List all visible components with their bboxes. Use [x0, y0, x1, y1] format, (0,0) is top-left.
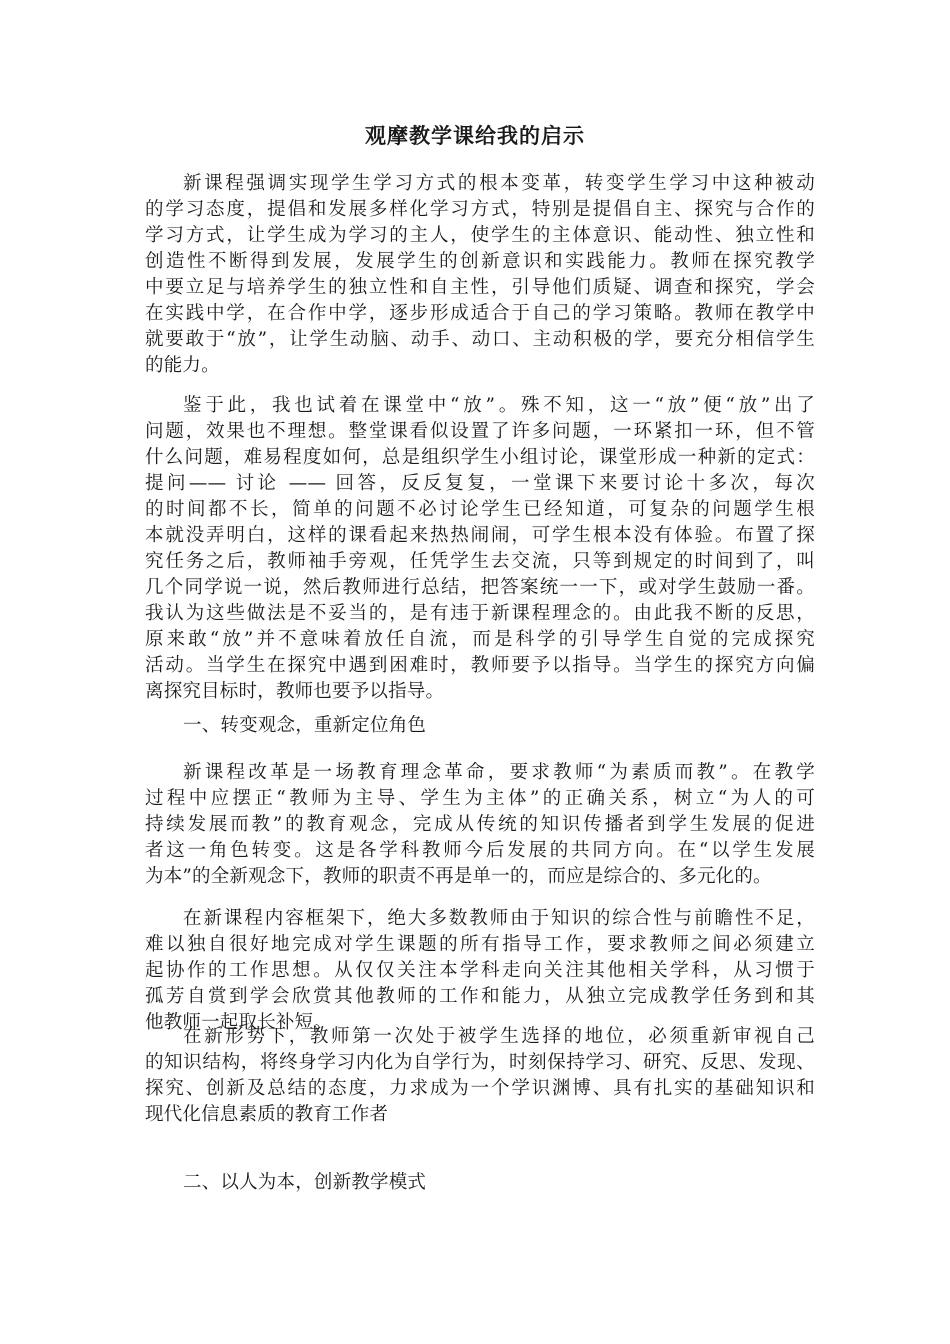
paragraph-line: 鉴于此，我也试着在课堂中“放”。殊不知，这一“放”便“放”出了 — [183, 395, 815, 416]
paragraph-line: 离探究目标时，教师也要予以指导。 — [145, 681, 445, 702]
paragraph-line: 持续发展而教”的教育观念，完成从传统的知识传播者到学生发展的促进 — [145, 814, 815, 835]
heading-text: 一、转变观念，重新定位角色 — [183, 715, 427, 736]
paragraph-line: 问题，效果也不理想。整堂课看似设置了许多问题，一环紧扣一环，但不管 — [145, 421, 815, 442]
paragraph-line: 孤芳自赏到学会欣赏其他教师的工作和能力，从独立完成教学任务到和其 — [145, 986, 815, 1007]
paragraph-line: 探究、创新及总结的态度，力求成为一个学识渊博、具有扎实的基础知识和 — [145, 1078, 815, 1099]
paragraph-line: 本就没弄明白，这样的课看起来热热闹闹，可学生根本没有体验。布置了探 — [145, 525, 815, 546]
paragraph-line: 在实践中学，在合作中学，逐步形成适合于自己的学习策略。教师在教学中 — [145, 303, 815, 324]
paragraph-line: 在新课程内容框架下，绝大多数教师由于知识的综合性与前瞻性不足， — [183, 908, 815, 929]
paragraph-line: 的能力。 — [145, 355, 220, 376]
paragraph-line: 提问—— 讨论 —— 回答，反反复复，一堂课下来要讨论十多次，每次 — [145, 473, 815, 494]
paragraph-line: 者这一角色转变。这是各学科教师今后发展的共同方向。在“以学生发展 — [145, 840, 815, 861]
paragraph-line: 过程中应摆正“教师为主导、学生为主体”的正确关系，树立“为人的可 — [145, 788, 815, 809]
heading-text: 二、以人为本，创新教学模式 — [183, 1172, 427, 1193]
paragraph-line: 就要敢于“放”，让学生动脑、动手、动口、主动积极的学，要充分相信学生 — [145, 329, 815, 350]
paragraph-line: 新课程改革是一场教育理念革命，要求教师“为素质而教”。在教学 — [183, 762, 815, 783]
paragraph — [145, 1024, 815, 1128]
paragraph-line: 起协作的工作思想。从仅仅关注本学科走向关注其他相关学科，从习惯于 — [145, 960, 815, 981]
paragraph-line: 什么问题，难易程度如何，总是组织学生小组讨论，课堂形成一种新的定式： — [145, 447, 815, 468]
paragraph — [145, 906, 815, 1036]
paragraph-line: 新课程强调实现学生学习方式的根本变革，转变学生学习中这种被动 — [183, 173, 815, 194]
paragraph-line: 的时间都不长，简单的问题不必讨论学生已经知道，可复杂的问题学生根 — [145, 499, 815, 520]
section-heading — [145, 1170, 815, 1196]
paragraph-line: 在新形势下，教师第一次处于被学生选择的地位，必须重新审视自己 — [183, 1026, 815, 1047]
paragraph-line: 中要立足与培养学生的独立性和自主性，引导他们质疑、调查和探究，学会 — [145, 277, 815, 298]
paragraph-line: 究任务之后，教师袖手旁观，任凭学生去交流，只等到规定的时间到了，叫 — [145, 551, 815, 572]
paragraph-line: 难以独自很好地完成对学生课题的所有指导工作，要求教师之间必须建立 — [145, 934, 815, 955]
paragraph-line: 原来敢“放”并不意味着放任自流，而是科学的引导学生自觉的完成探究 — [145, 629, 815, 650]
document-title: 观摩教学课给我的启示 — [365, 123, 585, 148]
paragraph-line: 的学习态度，提倡和发展多样化学习方式，特别是提倡自主、探究与合作的 — [145, 199, 815, 220]
paragraph-line: 几个同学说一说，然后教师进行总结，把答案统一一下，或对学生鼓励一番。 — [145, 577, 815, 598]
paragraph-line: 为本”的全新观念下，教师的职责不再是单一的，而应是综合的、多元化的。 — [145, 866, 772, 887]
paragraph — [145, 171, 815, 379]
paragraph-line: 的知识结构，将终身学习内化为自学行为，时刻保持学习、研究、反思、发现、 — [145, 1052, 815, 1073]
paragraph — [145, 760, 815, 890]
paragraph-line: 现代化信息素质的教育工作者 — [145, 1104, 389, 1125]
paragraph — [145, 393, 815, 705]
paragraph-line: 学习方式，让学生成为学习的主人，使学生的主体意识、能动性、独立性和 — [145, 225, 815, 246]
paragraph-line: 活动。当学生在探究中遇到困难时，教师要予以指导。当学生的探究方向偏 — [145, 655, 815, 676]
paragraph-line: 我认为这些做法是不妥当的，是有违于新课程理念的。由此我不断的反思， — [145, 603, 815, 624]
section-heading — [145, 713, 815, 739]
paragraph-line: 他教师一起取长补短。 — [145, 1012, 333, 1033]
paragraph-line: 创造性不断得到发展，发展学生的创新意识和实践能力。教师在探究教学 — [145, 251, 815, 272]
